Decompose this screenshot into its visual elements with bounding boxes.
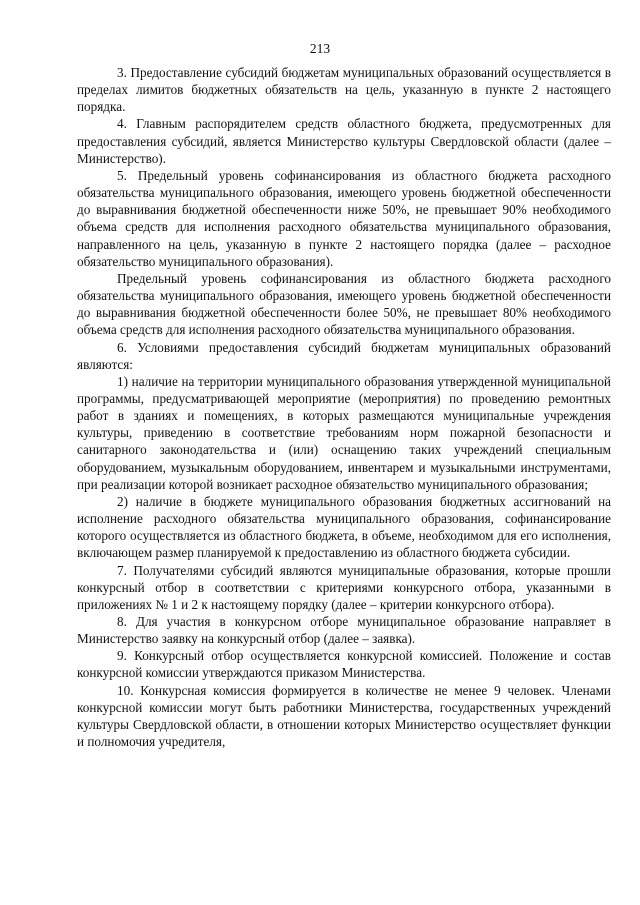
paragraph-3: 3. Предоставление субсидий бюджетам муниципальных образований осуществляется в пределах лимитов бюджетных обязательств на цель, указанную в пункте 2 настоящего порядка. [77, 65, 611, 115]
paragraph-9: 9. Конкурсный отбор осуществляется конкурсной комиссией. Положение и состав конкурсной комиссии утверждаются приказом Министерства. [77, 648, 611, 681]
paragraph-7: 7. Получателями субсидий являются муниципальные образования, которые прошли конкурсный отбор в соответствии с критериями конкурсного отбора, указанными в приложениях № 1 и 2 к настоящему порядку (далее – критерии конкурсного отбора). [77, 562, 611, 612]
paragraph-6-item-1: 1) наличие на территории муниципального образования утвержденной муниципальной программы, предусматривающей мероприятие (мероприятия) по проведению ремонтных работ в зданиях и помещениях, в которых размещаются муниципальные учреждения культуры, приведению в соответствие требованиям норм пожарной безопасности и санитарного законодательства и (или) оснащению таких учреждений специальным оборудованием, музыкальным оборудованием, инвентарем и музыкальными инструментами, при реализации которой возникает расходное обязательство муниципального образования; [77, 373, 611, 492]
paragraph-6: 6. Условиями предоставления субсидий бюджетам муниципальных образований являются: [77, 339, 611, 372]
paragraph-5: 5. Предельный уровень софинансирования из областного бюджета расходного обязательства муниципального образования, имеющего уровень бюджетной обеспеченности до выравнивания бюджетной обеспеченности ниже 50%, не превышает 90% необходимого объема средств для исполнения расходного обязательства муниципального образования, направленного на цель, указанную в пункте 2 настоящего порядка (далее – расходное обязательство муниципального образования). [77, 167, 611, 269]
document-body [77, 64, 611, 750]
page-number: 213 [309, 41, 331, 56]
paragraph-5-continued: Предельный уровень софинансирования из областного бюджета расходного обязательства муниципального образования, имеющего уровень бюджетной обеспеченности до выравнивания бюджетной обеспеченности более 50%, не превышает 80% необходимого объема средств для исполнения расходного обязательства муниципального образования. [77, 270, 611, 338]
paragraph-10: 10. Конкурсная комиссия формируется в количестве не менее 9 человек. Членами конкурсной комиссии могут быть работники Министерства, государственных учреждений культуры Свердловской области, в отношении которых Министерство осуществляет функции и полномочия учредителя, [77, 682, 611, 750]
paragraph-4: 4. Главным распорядителем средств областного бюджета, предусмотренных для предоставления субсидий, является Министерство культуры Свердловской области (далее – Министерство). [77, 116, 611, 166]
paragraph-6-item-2: 2) наличие в бюджете муниципального образования бюджетных ассигнований на исполнение расходного обязательства муниципального образования, софинансирование которого осуществляется из областного бюджета, в объеме, необходимом для его исполнения, включающем размер планируемой к предоставлению из областного бюджета субсидии. [77, 493, 611, 561]
paragraph-8: 8. Для участия в конкурсном отборе муниципальное образование направляет в Министерство заявку на конкурсный отбор (далее – заявка). [77, 614, 611, 647]
